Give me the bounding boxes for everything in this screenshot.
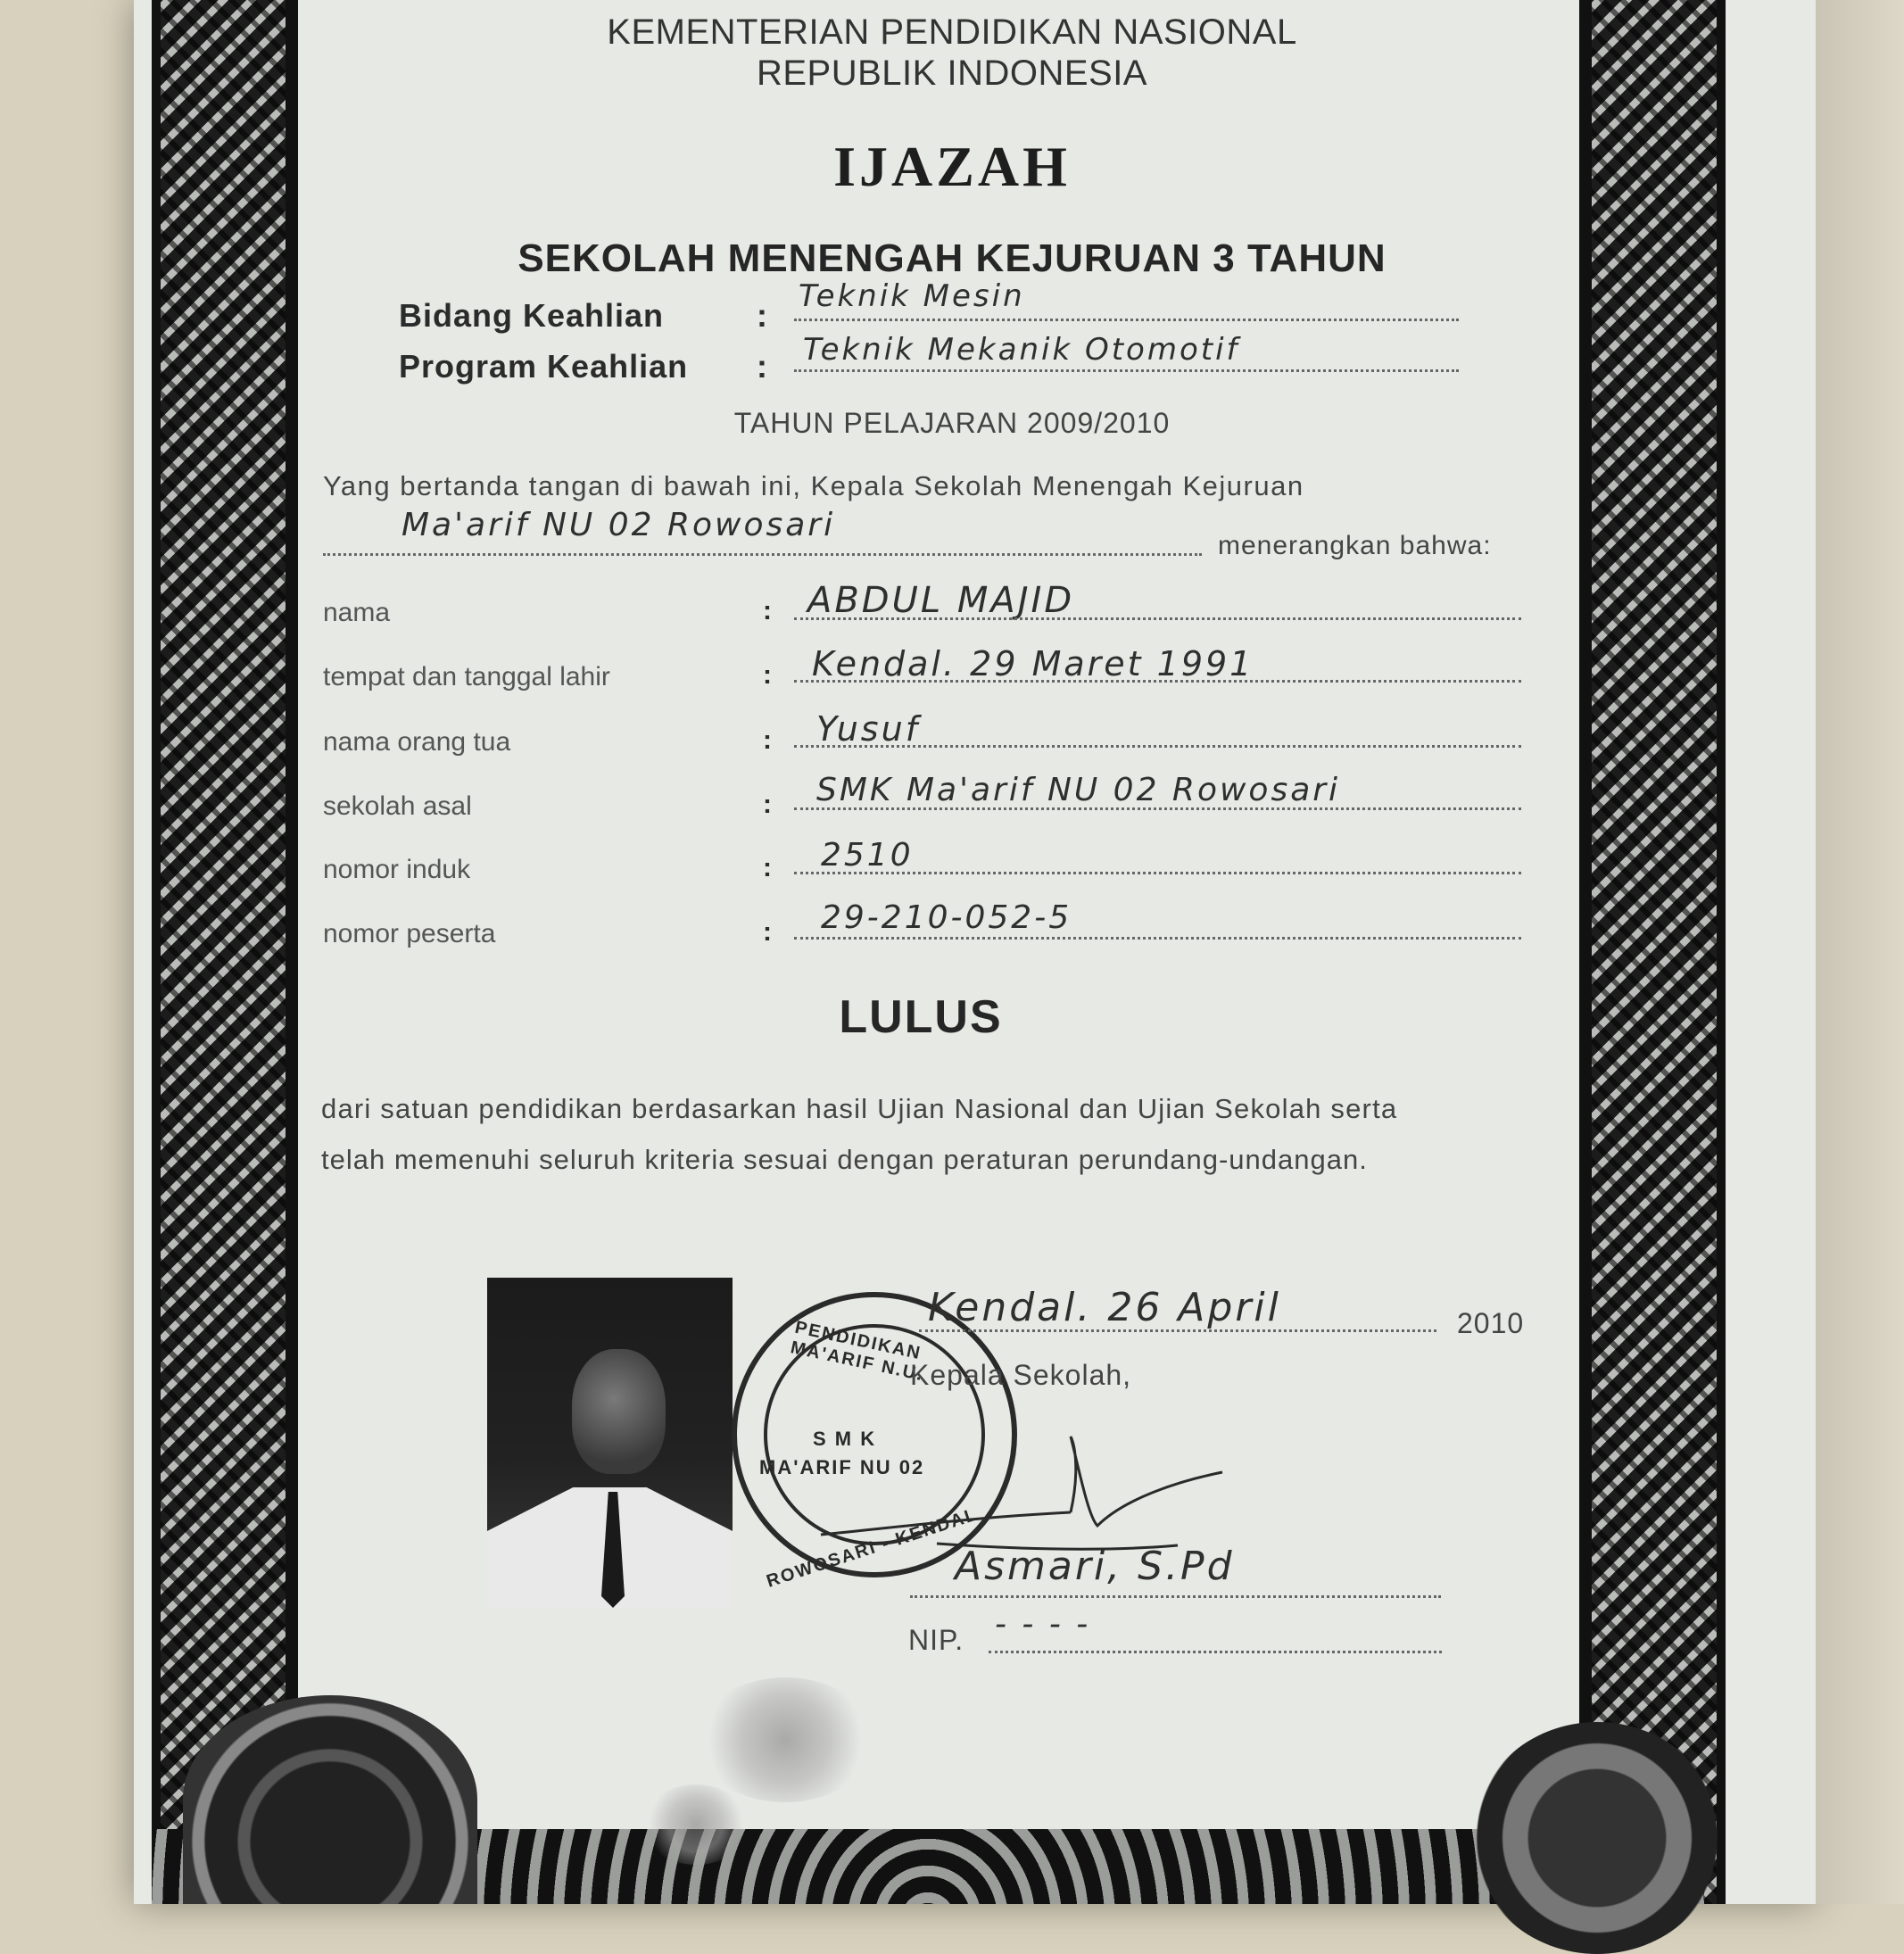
field-value-nama: ABDUL MAJID — [807, 580, 1075, 621]
signing-year: 2010 — [1457, 1307, 1525, 1339]
field-label-ttl: tempat dan tanggal lahir — [323, 662, 610, 691]
student-photo — [487, 1278, 733, 1608]
embossed-seal — [183, 1695, 477, 1904]
ink-smudge — [642, 1784, 749, 1865]
ink-smudge — [696, 1677, 874, 1802]
program-dotted-line — [794, 369, 1459, 372]
program-colon: : — [757, 348, 767, 385]
field-colon: : — [763, 660, 772, 690]
field-value-nomor-peserta: 29-210-052-5 — [821, 899, 1072, 936]
field-value-nomor-induk: 2510 — [821, 837, 914, 874]
field-dotted-line — [794, 617, 1521, 620]
closing-line-2: telah memenuhi seluruh kriteria sesuai dengan peraturan perundang-undangan. — [321, 1144, 1368, 1175]
ministry-line-2: REPUBLIK INDONESIA — [756, 54, 1147, 93]
closing-line-1: dari satuan pendidikan berdasarkan hasil Ujian Nasional dan Ujian Sekolah serta — [321, 1093, 1398, 1124]
ornamental-border-right — [1579, 0, 1726, 1904]
field-label-sekolah-asal: sekolah asal — [323, 791, 472, 821]
field-dotted-line — [794, 807, 1521, 810]
field-colon: : — [763, 596, 772, 625]
stamp-bottom-arc: ROWOSARI - KENDAL — [764, 1504, 981, 1592]
field-colon: : — [763, 853, 772, 882]
signer-title: Kepala Sekolah, — [910, 1359, 1132, 1391]
field-value-sekolah-asal: SMK Ma'arif NU 02 Rowosari — [816, 772, 1341, 808]
field-label-nomor-induk: nomor induk — [323, 855, 471, 884]
stamp-center-line-1: S M K — [813, 1428, 877, 1450]
statement-suffix: menerangkan bahwa: — [1218, 531, 1492, 560]
field-colon: : — [763, 790, 772, 819]
stamp-top-arc: PENDIDIKAN MA'ARIF N.U. — [789, 1317, 926, 1386]
signer-name: Asmari, S.Pd — [955, 1544, 1235, 1589]
bidang-dotted-line — [794, 319, 1459, 321]
field-dotted-line — [794, 745, 1521, 748]
background-surface — [1816, 0, 1904, 1904]
program-keahlian-label: Program Keahlian — [399, 348, 689, 385]
field-dotted-line — [794, 680, 1521, 683]
nip-value: - - - - — [995, 1606, 1091, 1643]
program-keahlian-value: Teknik Mekanik Otomotif — [803, 332, 1240, 368]
field-value-orang-tua: Yusuf — [816, 709, 921, 749]
bidang-colon: : — [757, 297, 767, 334]
bidang-keahlian-label: Bidang Keahlian — [399, 297, 665, 334]
field-dotted-line — [794, 872, 1521, 874]
photo-head — [572, 1349, 666, 1474]
field-dotted-line — [794, 937, 1521, 940]
signer-dotted-line — [910, 1595, 1441, 1598]
statement-school-name: Ma'arif NU 02 Rowosari — [401, 507, 836, 543]
field-label-nomor-peserta: nomor peserta — [323, 919, 496, 948]
field-value-ttl: Kendal. 29 Maret 1991 — [812, 644, 1254, 683]
place-date-dotted-line — [919, 1329, 1436, 1332]
field-label-nama: nama — [323, 598, 391, 627]
result-lulus: LULUS — [839, 991, 1003, 1043]
field-colon: : — [763, 725, 772, 755]
ministry-line-1: KEMENTERIAN PENDIDIKAN NASIONAL — [607, 12, 1297, 52]
stamp-center-line-2: MA'ARIF NU 02 — [759, 1456, 925, 1478]
academic-year: TAHUN PELAJARAN 2009/2010 — [733, 407, 1171, 439]
statement-line-1: Yang bertanda tangan di bawah ini, Kepala Sekolah Menengah Kejuruan — [323, 470, 1304, 501]
nip-dotted-line — [989, 1651, 1442, 1653]
statement-dotted-line — [323, 553, 1202, 556]
ornamental-border-left — [152, 0, 298, 1904]
signing-place-date: Kendal. 26 April — [928, 1285, 1281, 1330]
field-colon: : — [763, 917, 772, 947]
field-label-orang-tua: nama orang tua — [323, 727, 511, 757]
bidang-keahlian-value: Teknik Mesin — [799, 278, 1025, 314]
corner-ornament-bottom-right — [1472, 1722, 1722, 1954]
school-type: SEKOLAH MENENGAH KEJURUAN 3 TAHUN — [517, 236, 1387, 280]
document-title: IJAZAH — [833, 135, 1071, 198]
nip-label: NIP. — [908, 1624, 964, 1656]
